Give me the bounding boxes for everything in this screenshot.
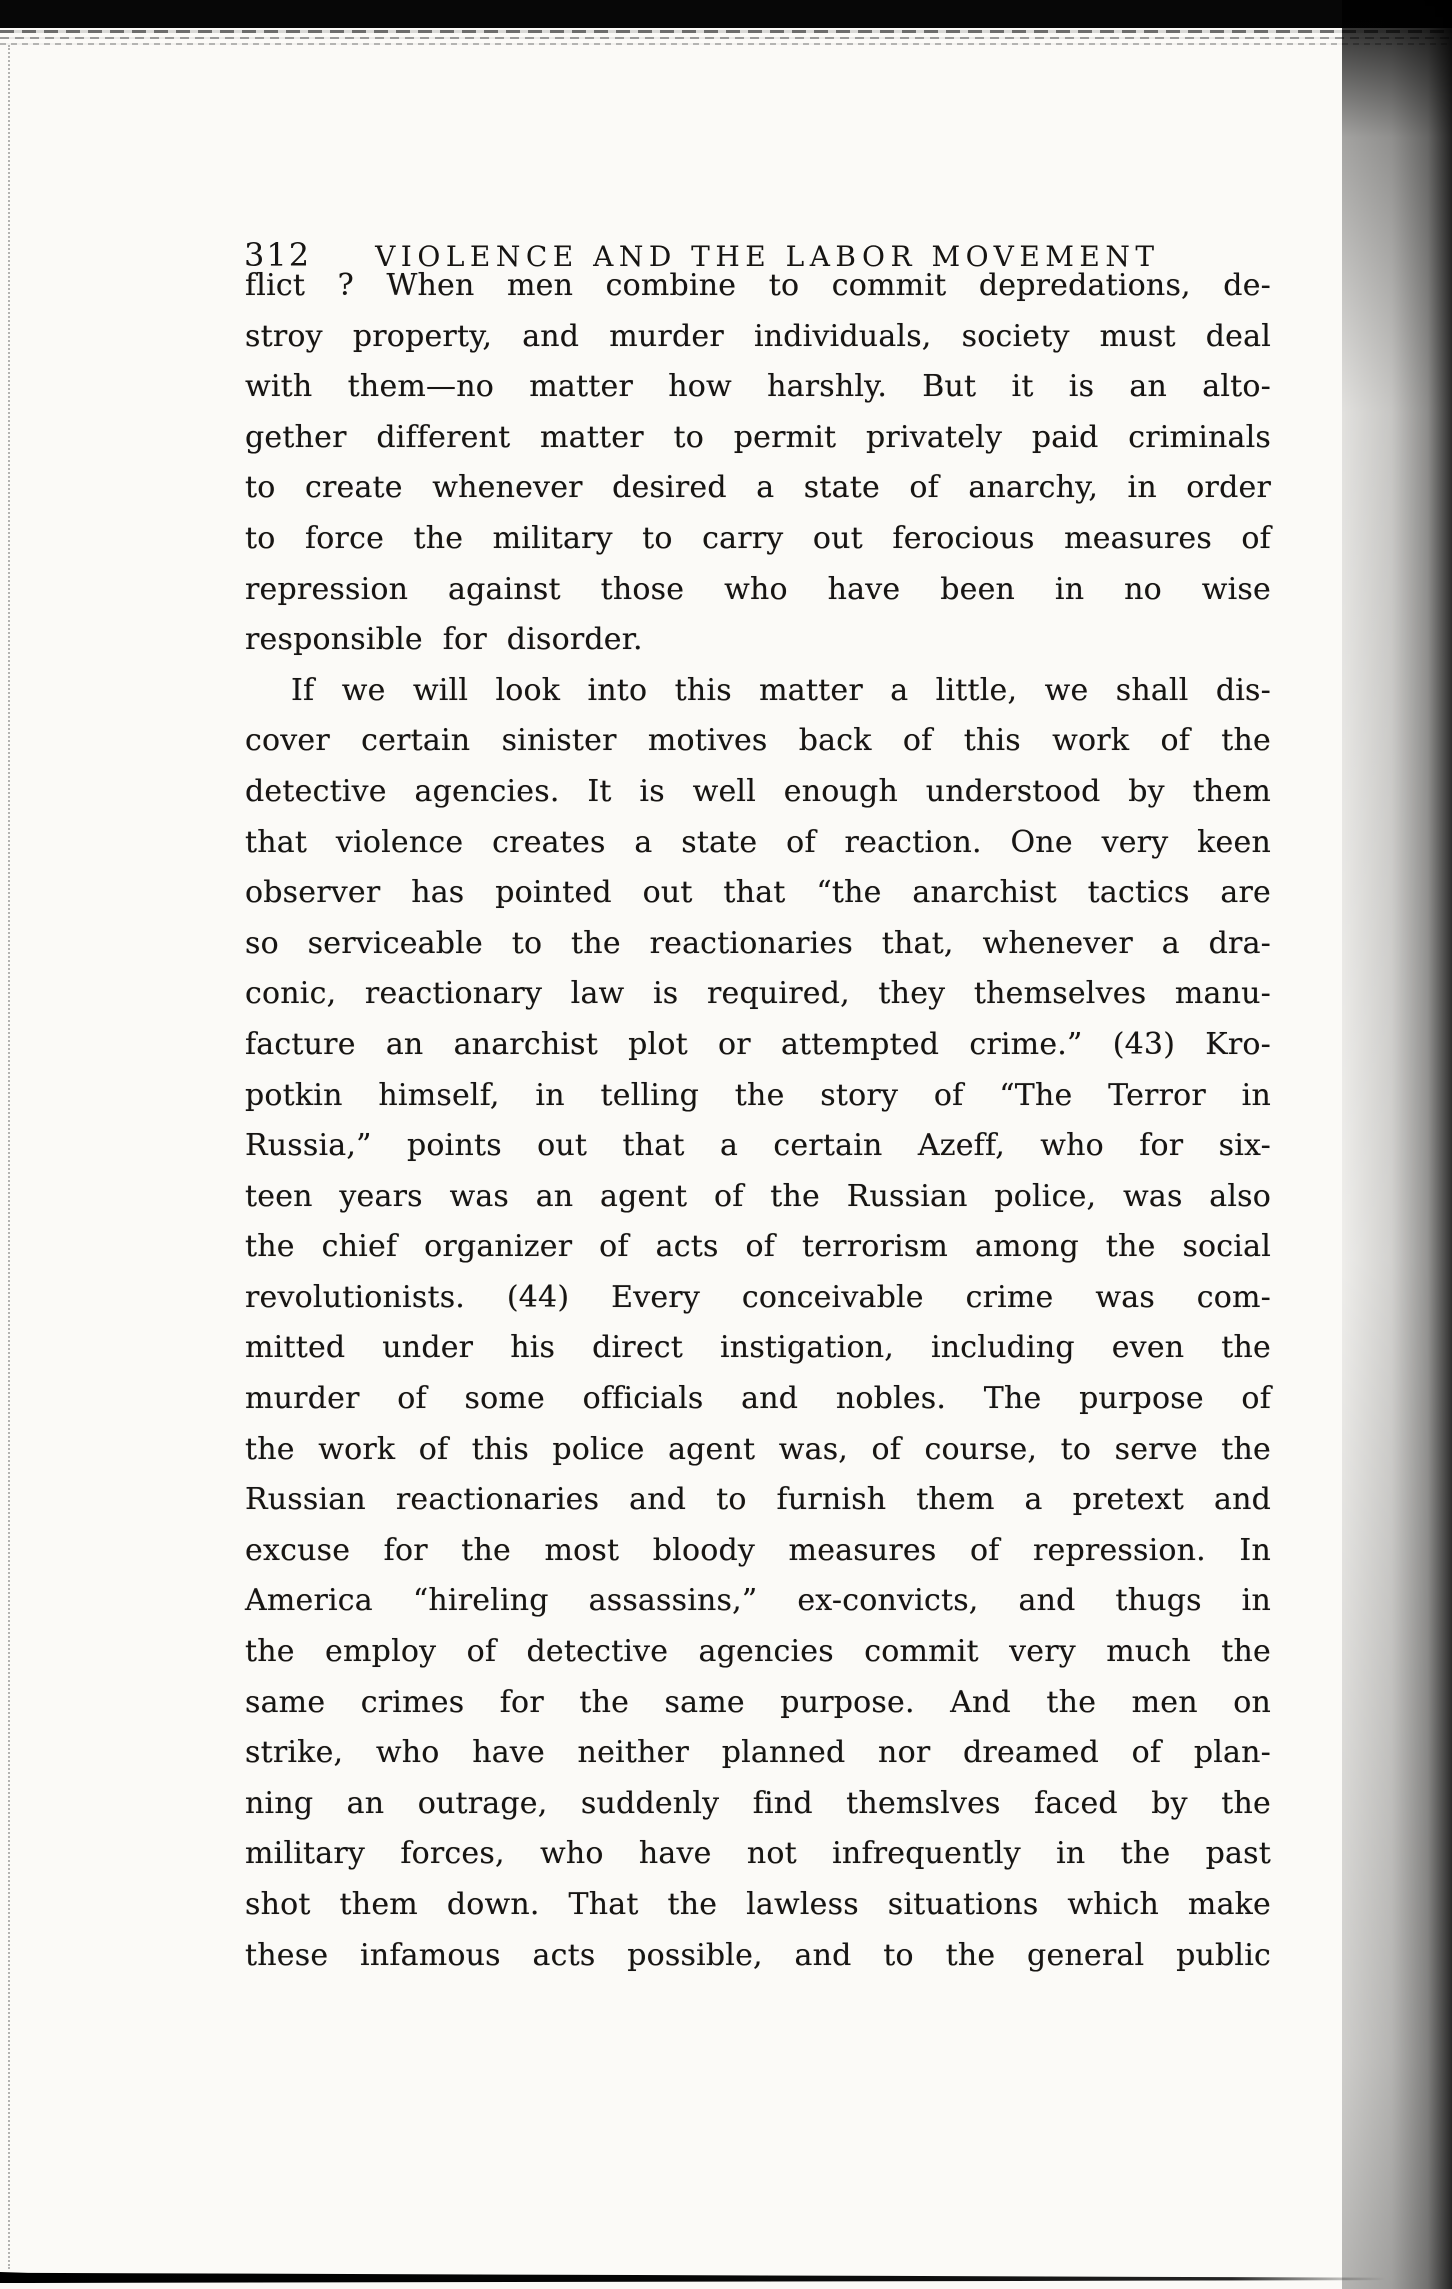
text-line: these infamous acts possible, and to the general public xyxy=(245,1937,1271,1973)
text-line: the employ of detective agencies commit very much the xyxy=(245,1634,1271,1670)
scan-bottom-rule xyxy=(0,2272,1400,2283)
text-line: to force the military to carry out ferocious measures of xyxy=(245,520,1271,556)
text-line: If we will look into this matter a little, we shall dis- xyxy=(291,672,1271,708)
text-line: responsible for disorder. xyxy=(245,622,643,658)
running-title: VIOLENCE AND THE LABOR MOVEMENT xyxy=(375,240,1160,273)
text-line: flict ? When men combine to commit depredations, de- xyxy=(245,268,1271,303)
text-line: the chief organizer of acts of terrorism among the social xyxy=(245,1229,1271,1265)
scan-stripe-lines xyxy=(0,28,1452,50)
text-line: revolutionists. (44) Every conceivable crime was com- xyxy=(245,1279,1271,1315)
page-text xyxy=(245,261,1271,1981)
text-line: potkin himself, in telling the story of “The Terror in xyxy=(245,1077,1271,1113)
text-line: so serviceable to the reactionaries that, whenever a dra- xyxy=(245,925,1271,961)
text-line: shot them down. That the lawless situations which make xyxy=(245,1887,1271,1922)
text-line: teen years was an agent of the Russian police, was also xyxy=(245,1178,1271,1214)
text-line: military forces, who have not infrequently in the past xyxy=(245,1836,1271,1872)
text-line: observer has pointed out that “the anarchist tactics are xyxy=(245,875,1271,911)
scan-right-edge-shadow xyxy=(1342,0,1452,2289)
text-line: Russian reactionaries and to furnish them a pretext and xyxy=(245,1482,1271,1518)
text-line: murder of some officials and nobles. The purpose of xyxy=(245,1381,1271,1417)
text-line: gether different matter to permit privately paid criminals xyxy=(245,419,1271,455)
text-line: same crimes for the same purpose. And the men on xyxy=(245,1684,1271,1720)
text-line: stroy property, and murder individuals, society must deal xyxy=(245,318,1271,354)
text-line: to create whenever desired a state of anarchy, in order xyxy=(245,470,1271,506)
text-line: excuse for the most bloody measures of repression. In xyxy=(245,1532,1271,1568)
text-line: facture an anarchist plot or attempted crime.” (43) Kro- xyxy=(245,1026,1271,1062)
text-line: conic, reactionary law is required, they themselves manu- xyxy=(245,976,1271,1012)
text-line: repression against those who have been in no wise xyxy=(245,571,1271,607)
scan-top-band xyxy=(0,0,1452,28)
text-line: America “hireling assassins,” ex-convicts, and thugs in xyxy=(245,1583,1271,1619)
text-line: cover certain sinister motives back of this work of the xyxy=(245,723,1271,759)
text-line: the work of this police agent was, of course, to serve the xyxy=(245,1431,1271,1467)
scan-left-edge-line xyxy=(8,45,10,2269)
text-line: detective agencies. It is well enough understood by them xyxy=(245,773,1271,809)
text-line: mitted under his direct instigation, including even the xyxy=(245,1330,1271,1366)
text-line: that violence creates a state of reaction. One very keen xyxy=(245,824,1271,860)
text-line: with them—no matter how harshly. But it is an alto- xyxy=(245,369,1271,405)
text-line: ning an outrage, suddenly find themslves faced by the xyxy=(245,1785,1271,1821)
page-number: 312 xyxy=(244,236,312,274)
text-line: strike, who have neither planned nor dreamed of plan- xyxy=(245,1735,1271,1771)
text-line: Russia,” points out that a certain Azeff, who for six- xyxy=(245,1128,1271,1164)
